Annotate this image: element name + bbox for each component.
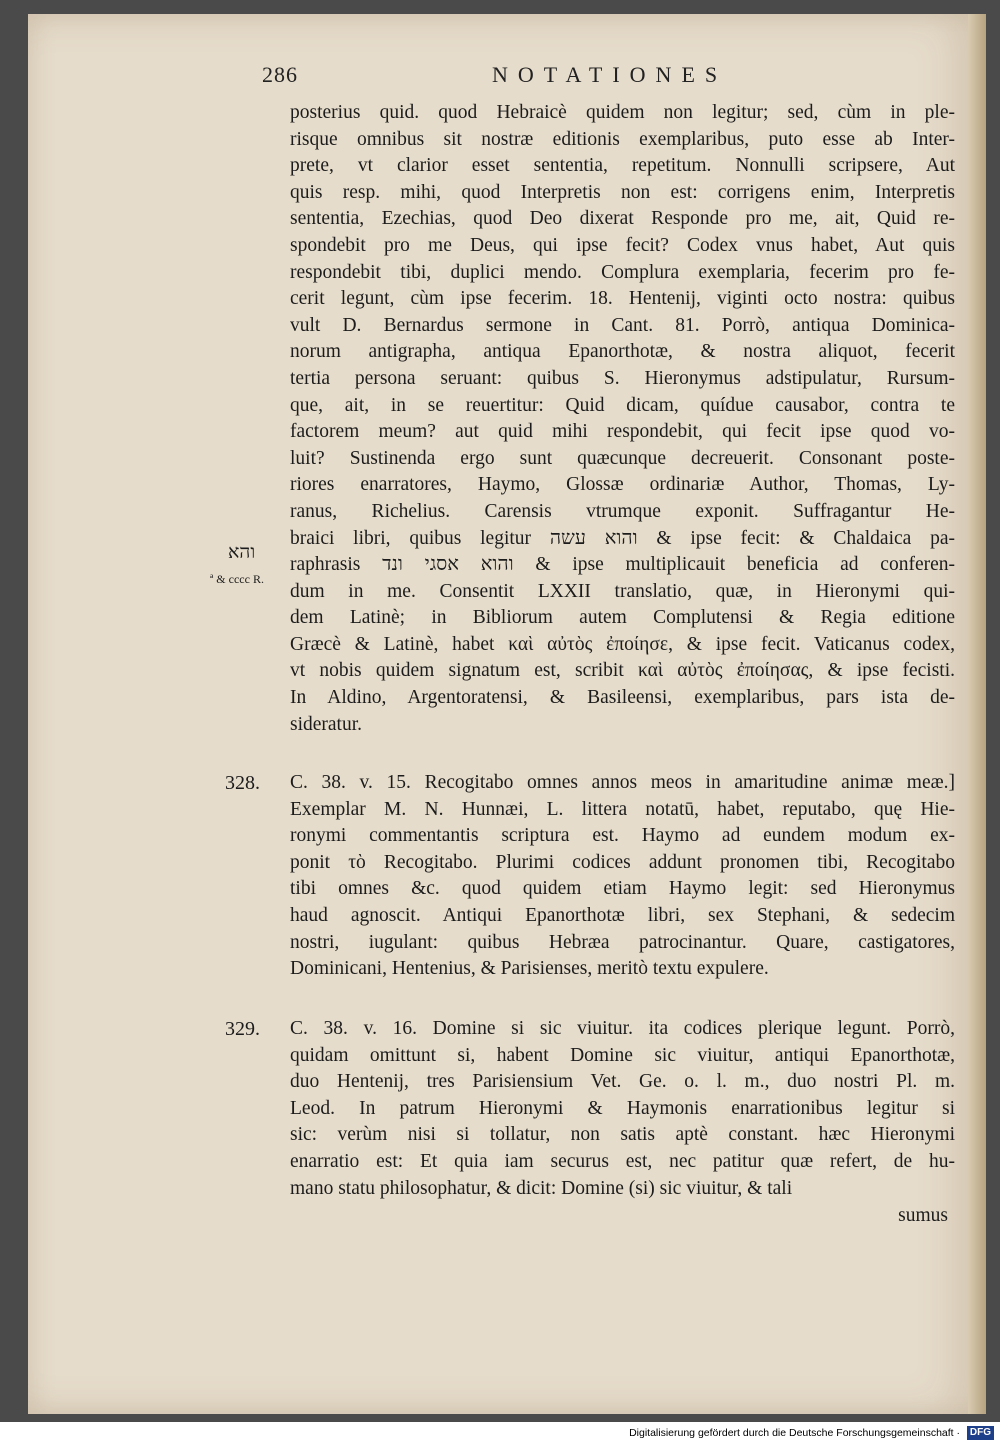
text-line: nostri, iugulant: quibus Hebræa patrocinantur. Quare, castigatores, bbox=[290, 931, 955, 953]
catchword: sumus bbox=[898, 1205, 948, 1226]
text-line: Exemplar M. N. Hunnæi, L. littera notatū, habet, reputabo, quę Hie- bbox=[290, 798, 955, 820]
text-line: vt nobis quidem signatum est, scribit καὶ αὐτὸς ἐποίησας, & ipse fecisti. bbox=[290, 660, 955, 682]
paragraph-main bbox=[290, 100, 955, 738]
running-title: NOTATIONES bbox=[492, 62, 728, 87]
text-line: duo Hentenij, tres Parisiensium Vet. Ge. o. l. m., duo nostri Pl. m. bbox=[290, 1071, 955, 1093]
text-line: C. 38. v. 16. Domine si sic viuitur. ita codices plerique legunt. Porrò, bbox=[290, 1018, 955, 1039]
text-line: posterius quid. quod Hebraicè quidem non legitur; sed, cùm in ple- bbox=[290, 102, 955, 123]
text-line: tibi omnes &c. quod quidem etiam Haymo legit: sed Hieronymus bbox=[290, 878, 955, 900]
text-line: riores enarratores, Haymo, Glossæ ordinariæ Author, Thomas, Ly- bbox=[290, 474, 955, 496]
margin-note-greek: ª & cccc R. bbox=[210, 572, 264, 586]
text-line: Dominicani, Hentenius, & Parisienses, meritò textu expulere. bbox=[290, 958, 769, 980]
text-line: ronymi commentantis scriptura est. Haymo ad eundem modum ex- bbox=[290, 825, 955, 847]
text-line: raphrasis והוא אסגי ונד & ipse multiplicauit beneficia ad conferen- bbox=[290, 554, 955, 576]
margin-note-hebrew: והא bbox=[228, 542, 256, 563]
text-line: Græcè & Latinè, habet καὶ αὐτὸς ἐποίησε, & ipse fecit. Vaticanus codex, bbox=[290, 633, 955, 655]
text-line: haud agnoscit. Antiqui Epanorthotæ libri, sex Stephani, & sedecim bbox=[290, 904, 955, 926]
text-line: sideratur. bbox=[290, 713, 363, 735]
note-number-329: 329. bbox=[225, 1018, 260, 1040]
text-line: dum in me. Consentit LXXII translatio, quæ, in Hieronymi qui- bbox=[290, 580, 955, 602]
page-number: 286 bbox=[262, 62, 298, 87]
text-line: sententia, Ezechias, quod Deo dixerat Responde pro me, ait, Quid re- bbox=[290, 208, 955, 230]
text-line: cerit legunt, cùm ipse fecerim. 18. Hentenij, viginti octo nostra: quibus bbox=[290, 288, 955, 310]
text-line: factorem meum? aut quid mihi respondebit, qui fecit ipse quod vo- bbox=[290, 421, 955, 443]
paragraph-note-328 bbox=[290, 770, 955, 983]
dfg-logo-icon: DFG bbox=[967, 1426, 994, 1440]
text-line: sic: verùm nisi si tollatur, non satis aptè constant. hæc Hieronymi bbox=[290, 1124, 955, 1146]
digitization-footer bbox=[0, 1422, 1000, 1445]
text-line: braici libri, quibus legitur והוא עשה & ipse fecit: & Chaldaica pa- bbox=[290, 527, 955, 549]
text-line: vult D. Bernardus sermone in Cant. 81. Porrò, antiqua Dominica- bbox=[290, 314, 955, 336]
text-line: In Aldino, Argentoratensi, & Basileensi, exemplaribus, pars ista de- bbox=[290, 687, 955, 709]
page-header bbox=[262, 62, 962, 98]
text-line: quidam omittunt si, habent Domine sic viuitur, antiqui Epanorthotæ, bbox=[290, 1044, 955, 1066]
text-line: ponit τὸ Recogitabo. Plurimi codices addunt pronomen tibi, Recogitabo bbox=[290, 851, 955, 873]
text-line: respondebit tibi, duplici mendo. Complura exemplaria, fecerim pro fe- bbox=[290, 261, 955, 283]
paragraph-note-329 bbox=[290, 1016, 955, 1202]
text-line: tertia persona seruant: quibus S. Hieronymus adstipulatur, Rursum- bbox=[290, 367, 955, 389]
text-line: dem Latinè; in Bibliorum autem Complutensi & Regia editione bbox=[290, 607, 955, 629]
text-line: mano statu philosophatur, & dicit: Domine (si) sic viuitur, & tali bbox=[290, 1177, 793, 1199]
text-line: risque omnibus sit nostræ editionis exemplaribus, puto esse ab Inter- bbox=[290, 128, 955, 150]
text-line: que, ait, in se reuertitur: Quid dicam, quídue causabor, contra te bbox=[290, 394, 955, 416]
text-line: luit? Sustinenda ergo sunt quæcunque decreuerit. Consonant poste- bbox=[290, 447, 955, 469]
text-line: quis resp. mihi, quod Interpretis non est: corrigens enim, Interpretis bbox=[290, 181, 955, 203]
text-line: ranus, Richelius. Carensis vtrumque exponit. Suffragantur He- bbox=[290, 500, 955, 522]
text-line: prete, vt clarior esset sententia, repetitum. Nonnulli scripsere, Aut bbox=[290, 155, 955, 177]
text-line: Leod. In patrum Hieronymi & Haymonis enarrationibus legitur si bbox=[290, 1097, 955, 1119]
text-line: spondebit pro me Deus, qui ipse fecit? Codex vnus habet, Aut quis bbox=[290, 234, 955, 256]
text-line: enarratio est: Et quia iam securus est, nec patitur quæ refert, de hu- bbox=[290, 1150, 955, 1172]
page-edge bbox=[968, 14, 986, 1414]
note-number-328: 328. bbox=[225, 772, 260, 794]
text-line: C. 38. v. 15. Recogitabo omnes annos meos in amaritudine animæ meæ.] bbox=[290, 772, 955, 793]
footer-credit: Digitalisierung gefördert durch die Deutsche Forschungsgemeinschaft · bbox=[629, 1427, 960, 1439]
text-line: norum antigrapha, antiqua Epanorthotæ, & nostra aliquot, fecerit bbox=[290, 341, 955, 363]
